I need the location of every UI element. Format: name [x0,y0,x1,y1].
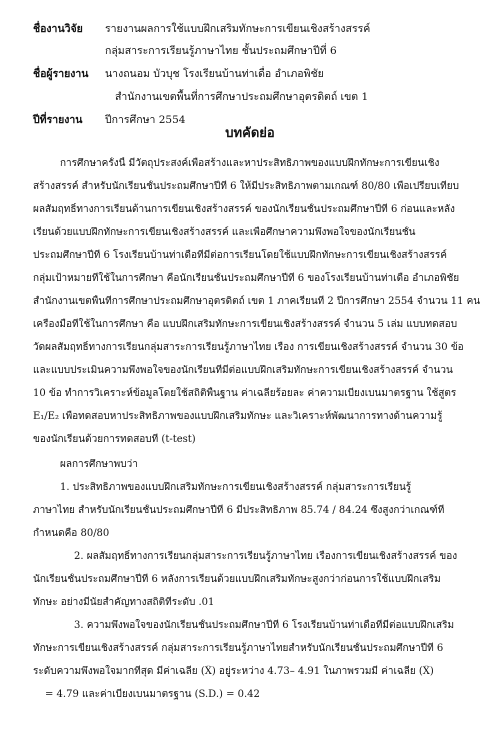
abstract-para1-line: การศึกษาครั้งนี้ มีวัตถุประสงค์เพื่อสร้างและหาประสิทธิภาพของแบบฝึกทักษะการเขียนเชิง [60,158,440,169]
result-item-1-line: ภาษาไทย สำหรับนักเรียนชั้นประถมศึกษาปีที่ 6 มีประสิทธิภาพ 85.74 / 84.24 ซึ่งสูงกว่าเกณฑ์ที่ [33,505,445,516]
abstract-para1-line: กลุ่มเป้าหมายที่ใช้ในการศึกษา คือนักเรียนชั้นประถมศึกษาปีที่ 6 ของโรงเรียนบ้านท่าเดื่อ อำเภอพิชัย [33,273,460,284]
result-item-2-line: 2. ผลสัมฤทธิ์ทางการเรียนกลุ่มสาระการเรียนรู้ภาษาไทย เรื่องการเขียนเชิงสร้างสรรค์ ของ [74,551,458,562]
result-item-3-line: ทักษะการเขียนเชิงสร้างสรรค์ กลุ่มสาระการเรียนรู้ภาษาไทยสำหรับนักเรียนชั้นประถมศึกษาปีที่ 6 [33,643,444,654]
research-title-line-1: รายงานผลการใช้แบบฝึกเสริมทักษะการเขียนเชิงสร้างสรรค์ [105,23,371,35]
abstract-para1-line: สำนักงานเขตพื้นที่การศึกษาประถมศึกษาอุตรดิตถ์ เขต 1 ภาคเรียนที่ 2 ปีการศึกษา 2554 จำนวน 11 คน [33,296,481,307]
abstract-title: บทคัดย่อ [225,126,275,141]
result-item-2-line: ทักษะ อย่างมีนัยสำคัญทางสถิติที่ระดับ .01 [33,597,215,608]
result-item-1-line: กำหนดคือ 80/80 [33,528,110,539]
result-item-3-line: 3. ความพึงพอใจของนักเรียนชั้นประถมศึกษาปีที่ 6 โรงเรียนบ้านท่าเดื่อที่มีต่อแบบฝึกเสริม [74,620,455,631]
result-item-3-line: ระดับความพึงพอใจมากที่สุด มีค่าเฉลี่ย (X̄) อยู่ระหว่าง 4.73– 4.91 ในภาพรวมมี ค่าเฉลี่ย (X̄) [33,666,434,677]
result-item-3-line: = 4.79 และค่าเบี่ยงเบนมาตรฐาน (S.D.) = 0.42 [45,689,260,700]
result-item-1-line: 1. ประสิทธิภาพของแบบฝึกเสริมทักษะการเขียนเชิงสร้างสรรค์ กลุ่มสาระการเรียนรู้ [60,482,412,493]
abstract-para1-line: สร้างสรรค์ สำหรับนักเรียนชั้นประถมศึกษาปีที่ 6 ให้มีประสิทธิภาพตามเกณฑ์ 80/80 เพื่อเปรียบเทียบ [33,181,459,192]
research-title-label: ชื่องานวิจัย [33,23,83,35]
results-heading: ผลการศึกษาพบว่า [60,459,138,470]
abstract-para1-line: วัดผลสัมฤทธิ์ทางการเรียนกลุ่มสาระการเรียนรู้ภาษาไทย เรื่อง การเขียนเชิงสร้างสรรค์ จำนวน 30 ข้อ [33,342,464,353]
report-year-label: ปีที่รายงาน [33,114,83,126]
abstract-para1-line: และแบบประเมินความพึงพอใจของนักเรียนที่มีต่อแบบฝึกเสริมทักษะการเขียนเชิงสร้างสรรค์ จำนวน [33,365,453,376]
author-line-1: นางถนอม บัวบุช โรงเรียนบ้านท่าเดื่อ อำเภอพิชัย [105,68,324,80]
abstract-para1-line: ของนักเรียนด้วยการทดสอบที (t-test) [33,434,196,445]
research-title-line-2: กลุ่มสาระการเรียนรู้ภาษาไทย ชั้นประถมศึกษาปีที่ 6 [105,45,337,57]
author-label: ชื่อผู้รายงาน [33,68,89,80]
abstract-para1-line: E₁/E₂ เพื่อทดสอบหาประสิทธิภาพของแบบฝึกเสริมทักษะ และวิเคราะห์พัฒนาการทางด้านความรู้ [33,411,443,422]
abstract-para1-line: ผลสัมฤทธิ์ทางการเรียนด้านการเขียนเชิงสร้างสรรค์ ของนักเรียนชั้นประถมศึกษาปีที่ 6 ก่อนและหลัง [33,204,455,215]
abstract-para1-line: ประถมศึกษาปีที่ 6 โรงเรียนบ้านท่าเดื่อที่มีต่อการเรียนโดยใช้แบบฝึกทักษะการเขียนเชิงสร้างสรรค์ [33,250,447,261]
abstract-para1-line: เรียนด้วยแบบฝึกทักษะการเขียนเชิงสร้างสรรค์ และเพื่อศึกษาความพึงพอใจของนักเรียนชั้น [33,227,416,238]
abstract-para1-line: เครื่องมือที่ใช้ในการศึกษา คือ แบบฝึกเสริมทักษะการเขียนเชิงสร้างสรรค์ จำนวน 5 เล่ม แบบทดสอบ [33,319,458,330]
abstract-para1-line: 10 ข้อ ทำการวิเคราะห์ข้อมูลโดยใช้สถิติพื้นฐาน ค่าเฉลี่ยร้อยละ ค่าความเบี่ยงเบนมาตรฐาน ใช้สูตร [33,388,457,399]
report-year-value: ปีการศึกษา 2554 [105,114,186,126]
author-line-2: สำนักงานเขตพื้นที่การศึกษาประถมศึกษาอุตรดิตถ์ เขต 1 [115,91,369,103]
result-item-2-line: นักเรียนชั้นประถมศึกษาปีที่ 6 หลังการเรียนด้วยแบบฝึกเสริมทักษะสูงกว่าก่อนการใช้แบบฝึกเสริม [33,574,441,585]
